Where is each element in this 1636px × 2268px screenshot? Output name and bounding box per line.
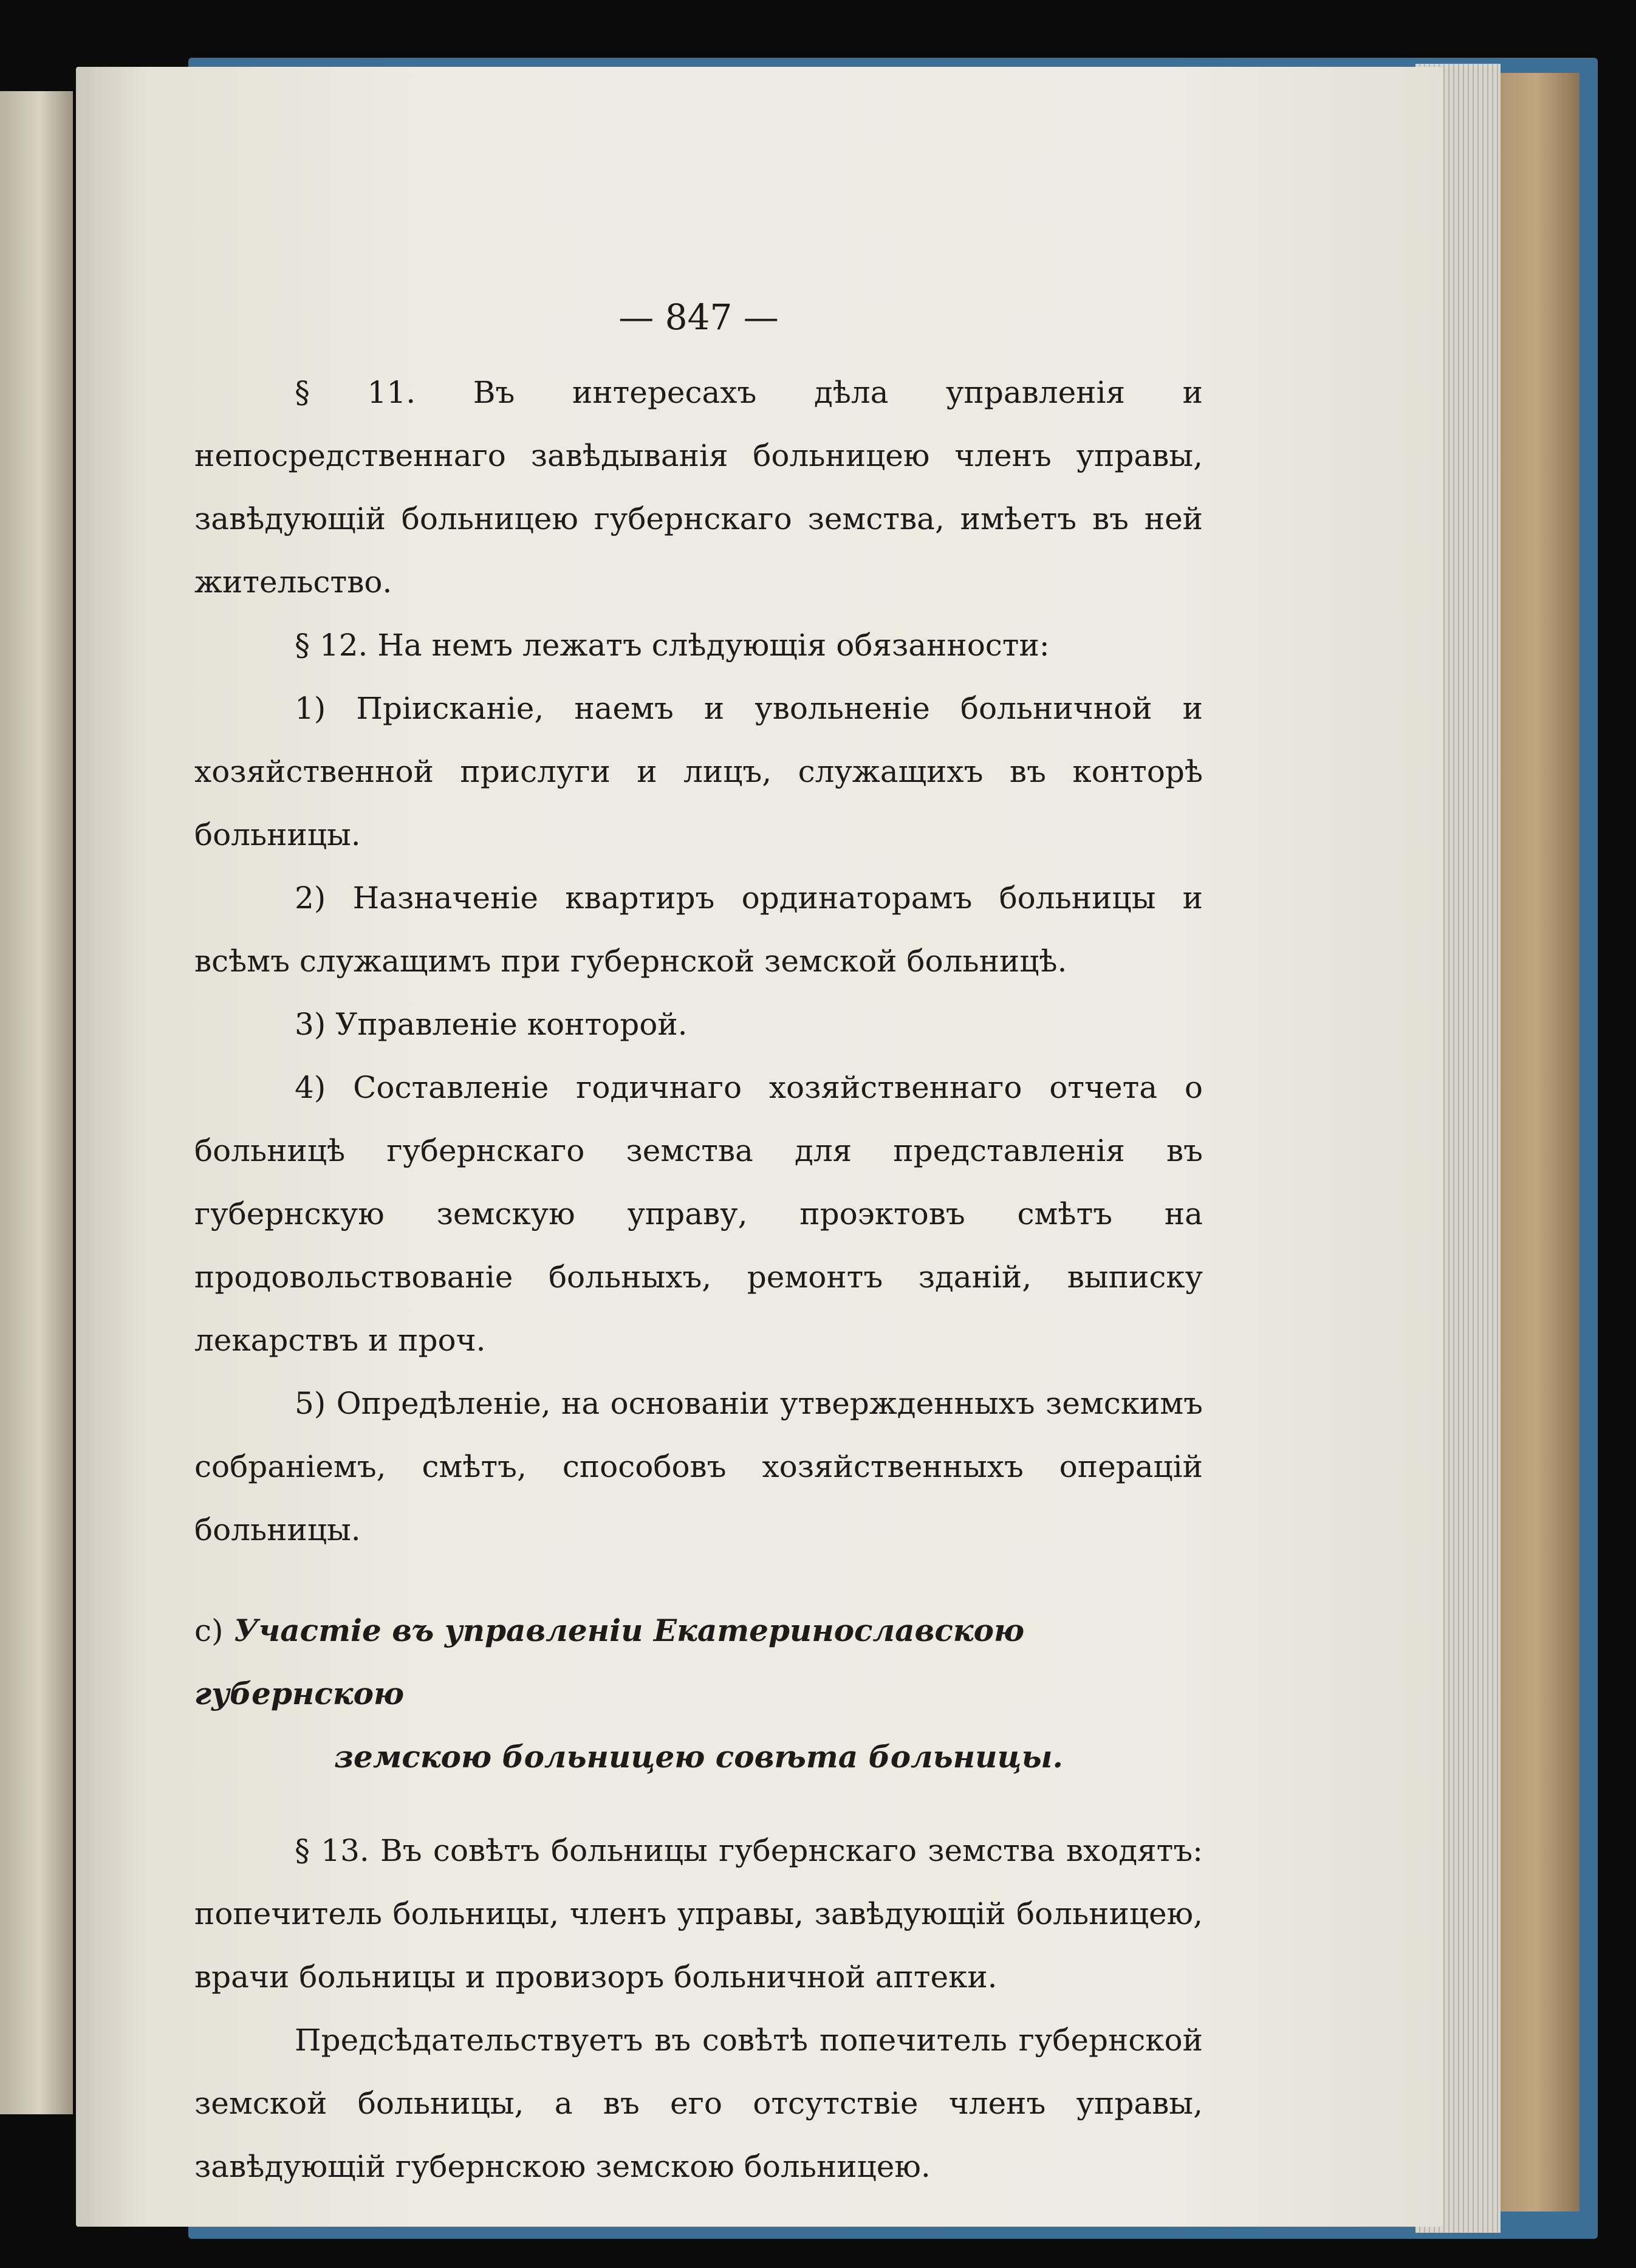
- paragraph-13: § 13. Въ совѣтъ больницы губернскаго земства входятъ: попечитель больницы, членъ управы, завѣдующій больницею, врачи больницы и провизоръ больничной аптеки.: [194, 1833, 1203, 1995]
- page-number: — 847 —: [618, 296, 779, 338]
- section-heading-label: с): [194, 1613, 224, 1648]
- section-heading: [194, 1599, 1203, 1789]
- paragraph-12-item-5: 5) Опредѣленіе, на основаніи утвержденныхъ земскимъ собраніемъ, смѣтъ, способовъ хозяйственныхъ операцій больницы.: [194, 1386, 1203, 1547]
- section-heading-line-1: Участіе въ управленіи Екатеринославскою губернскою: [194, 1612, 1025, 1711]
- paragraph-12-item-4: 4) Составленіе годичнаго хозяйственнаго отчета о больницѣ губернскаго земства для представленія въ губернскую земскую управу, проэктовъ смѣтъ на продовольствованіе больныхъ, ремонтъ зданій, выписку лекарствъ и проч.: [194, 1070, 1203, 1358]
- paragraph-11: § 11. Въ интересахъ дѣла управленія и непосредственнаго завѣдыванія больницею членъ управы, завѣдующій больницею губернскаго земства, имѣетъ въ ней жительство.: [194, 375, 1203, 600]
- paragraph-12-item-1: 1) Пріисканіе, наемъ и увольненіе больничной и хозяйственной прислуги и лицъ, служащихъ въ конторѣ больницы.: [194, 691, 1203, 852]
- paragraph-12-item-3: 3) Управленіе конторой.: [295, 1007, 688, 1042]
- left-page-edge: [0, 91, 73, 2114]
- paragraph-12-item-2: 2) Назначеніе квартиръ ординаторамъ больницы и всѣмъ служащимъ при губернской земской больницѣ.: [194, 880, 1203, 979]
- paragraph-12: § 12. На немъ лежатъ слѣдующія обязанности:: [295, 628, 1050, 663]
- page-text: [194, 286, 1203, 2198]
- paragraph-13-chair: Предсѣдательствуетъ въ совѣтѣ попечитель губернской земской больницы, а въ его отсутствіе членъ управы, завѣдующій губернскою земскою больницею.: [194, 2023, 1203, 2184]
- section-heading-line-2: земскою больницею совѣта больницы.: [334, 1739, 1063, 1775]
